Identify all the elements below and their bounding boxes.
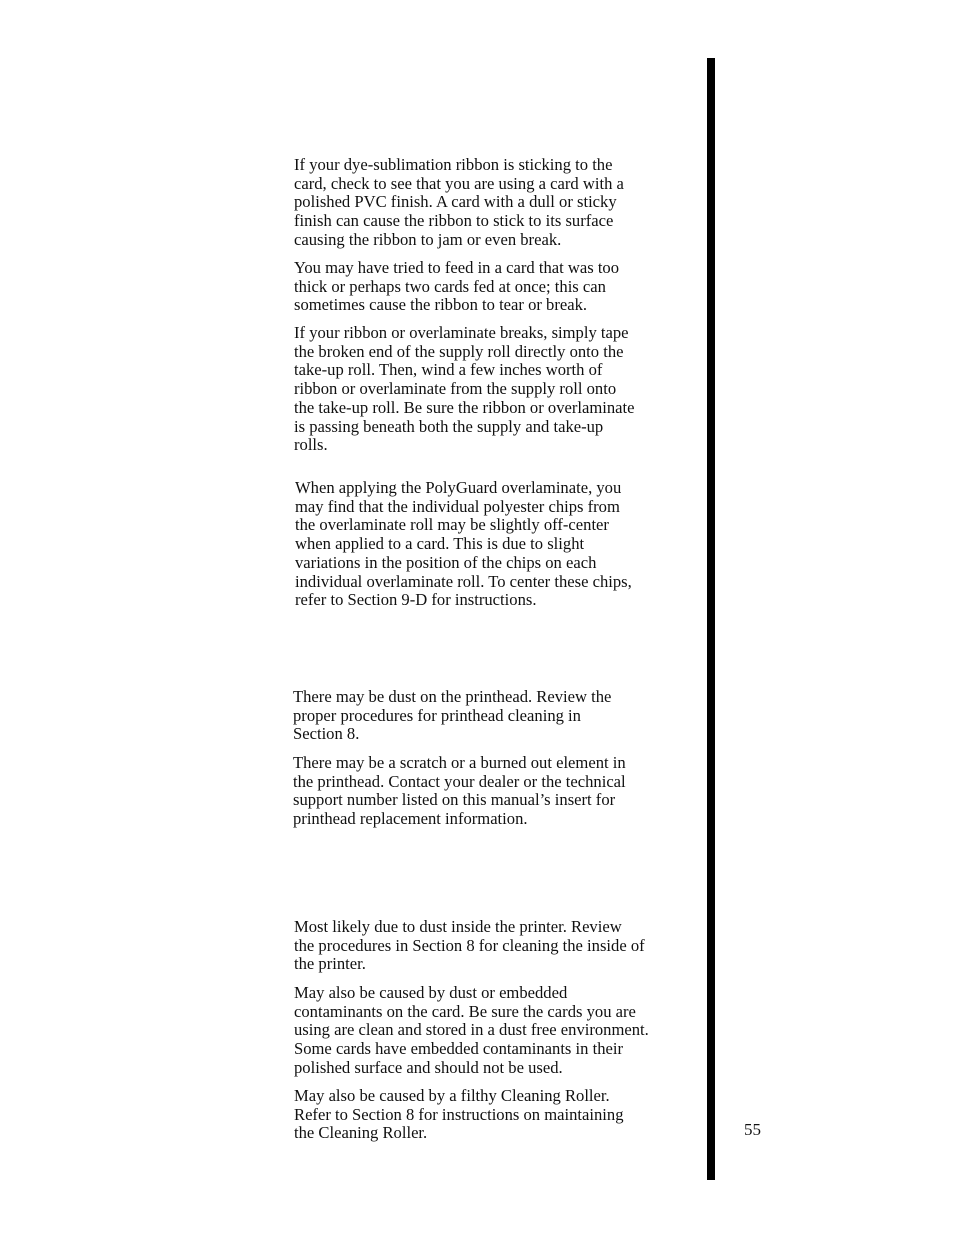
paragraph-dust-inside-printer: Most likely due to dust inside the printer. Review the procedures in Section 8 for cleaning the inside of the printer.: [294, 917, 645, 974]
paragraph-cleaning-roller: May also be caused by a filthy Cleaning Roller. Refer to Section 8 for instructions on maintaining the Cleaning Roller.: [294, 1086, 624, 1143]
paragraph-printhead-scratch: There may be a scratch or a burned out element in the printhead. Contact your dealer or the technical support number listed on this manual’s insert for printhead replacement information.: [293, 753, 626, 829]
page-number: 55: [744, 1120, 761, 1139]
paragraph-polyguard-offcenter: When applying the PolyGuard overlaminate, you may find that the individual polyester chips from the overlaminate roll may be slightly off-center when applied to a card. This is due to slight variations in the position of the chips on each individual overlaminate roll. To center these chips, refer to Section 9-D for instructions.: [295, 478, 632, 610]
paragraph-printhead-dust: There may be dust on the printhead. Review the proper procedures for printhead cleaning in Section 8.: [293, 687, 612, 744]
vertical-rule: [707, 58, 715, 1180]
paragraph-ribbon-sticking: If your dye-sublimation ribbon is sticking to the card, check to see that you are using a card with a polished PVC finish. A card with a dull or sticky finish can cause the ribbon to stick to its surface causing the ribbon to jam or even break.: [294, 155, 624, 249]
paragraph-ribbon-breaks: If your ribbon or overlaminate breaks, simply tape the broken end of the supply roll directly onto the take-up roll. Then, wind a few inches worth of ribbon or overlaminate from the supply roll onto the take-up roll. Be sure the ribbon or overlaminate is passing beneath both the supply and take-up rolls.: [294, 323, 635, 455]
paragraph-card-contaminants: May also be caused by dust or embedded contaminants on the card. Be sure the cards you are using are clean and stored in a dust free environment. Some cards have embedded contaminants in their polished surface and should not be used.: [294, 983, 649, 1077]
paragraph-card-too-thick: You may have tried to feed in a card that was too thick or perhaps two cards fed at once; this can sometimes cause the ribbon to tear or break.: [294, 258, 620, 315]
